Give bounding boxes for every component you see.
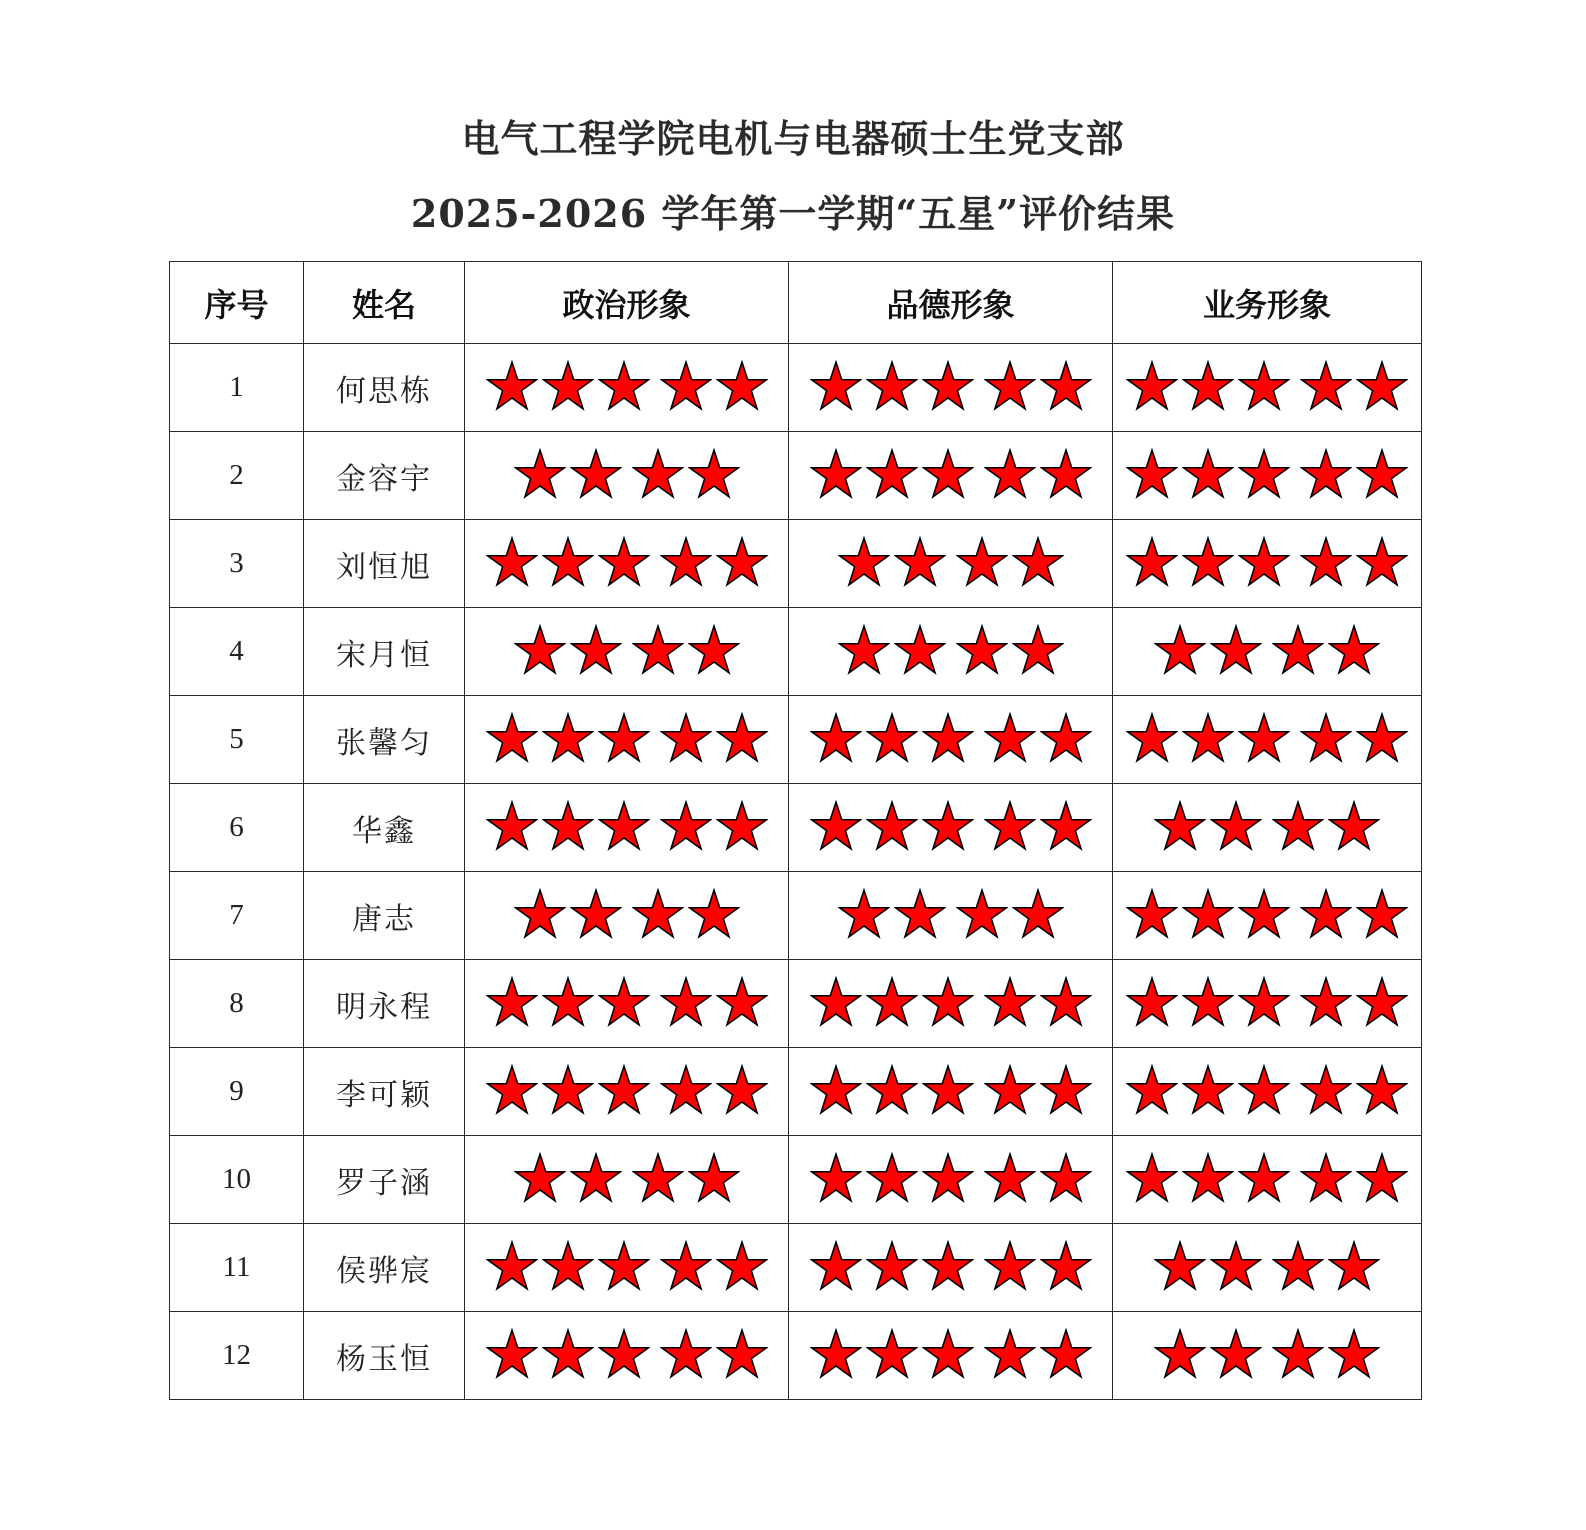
star-icon [1182, 360, 1234, 412]
star-icon [1356, 448, 1408, 500]
star-icon [1040, 360, 1092, 412]
star-icon [570, 888, 622, 940]
cell-political-rating [465, 520, 789, 608]
star-icon [598, 712, 650, 764]
star-icon [598, 1240, 650, 1292]
moral-star-rating [810, 1152, 1092, 1204]
professional-star-rating [1126, 1152, 1408, 1204]
star-icon [486, 360, 538, 412]
star-icon [1356, 1064, 1408, 1116]
star-icon [1300, 888, 1352, 940]
star-icon [598, 360, 650, 412]
star-icon [810, 1064, 862, 1116]
moral-star-rating [810, 1064, 1092, 1116]
table-row [170, 608, 1422, 696]
professional-star-rating [1126, 360, 1408, 412]
star-icon [716, 536, 768, 588]
star-icon [922, 360, 974, 412]
star-icon [1272, 1240, 1324, 1292]
cell-political-rating [465, 960, 789, 1048]
star-icon [1126, 536, 1178, 588]
star-icon [922, 976, 974, 1028]
star-icon [810, 1240, 862, 1292]
star-icon [688, 888, 740, 940]
star-icon [1040, 712, 1092, 764]
political-star-rating [514, 888, 740, 940]
star-icon [1356, 976, 1408, 1028]
star-icon [894, 536, 946, 588]
star-icon [866, 1240, 918, 1292]
professional-star-rating [1126, 448, 1408, 500]
cell-political-rating [465, 1136, 789, 1224]
star-icon [660, 536, 712, 588]
star-icon [688, 1152, 740, 1204]
star-icon [632, 448, 684, 500]
star-icon [514, 624, 566, 676]
star-icon [660, 360, 712, 412]
professional-star-rating [1126, 888, 1408, 940]
star-icon [866, 800, 918, 852]
star-icon [716, 1064, 768, 1116]
star-icon [956, 624, 1008, 676]
moral-star-rating [810, 976, 1092, 1028]
moral-star-rating [810, 448, 1092, 500]
cell-seq: 10 [170, 1136, 304, 1224]
cell-professional-rating [1113, 608, 1422, 696]
star-icon [1040, 1240, 1092, 1292]
cell-professional-rating [1113, 1224, 1422, 1312]
political-star-rating [486, 800, 768, 852]
cell-moral-rating [789, 1048, 1113, 1136]
star-icon [1238, 360, 1290, 412]
star-icon [922, 1240, 974, 1292]
star-icon [598, 536, 650, 588]
cell-political-rating [465, 872, 789, 960]
star-icon [894, 624, 946, 676]
star-icon [1126, 1152, 1178, 1204]
table-header-row [170, 262, 1422, 344]
star-icon [1154, 1328, 1206, 1380]
star-icon [542, 1064, 594, 1116]
cell-political-rating [465, 784, 789, 872]
cell-political-rating [465, 1048, 789, 1136]
star-icon [1238, 536, 1290, 588]
cell-seq: 5 [170, 696, 304, 784]
star-icon [1356, 888, 1408, 940]
star-icon [1040, 1328, 1092, 1380]
political-star-rating [486, 1064, 768, 1116]
header-professional-image: 业务形象 [1113, 262, 1422, 344]
cell-seq: 7 [170, 872, 304, 960]
header-moral-image: 品德形象 [789, 262, 1113, 344]
star-icon [1328, 1328, 1380, 1380]
star-icon [1238, 1064, 1290, 1116]
star-icon [866, 712, 918, 764]
star-icon [866, 1064, 918, 1116]
star-icon [1210, 1240, 1262, 1292]
star-icon [1040, 448, 1092, 500]
star-icon [1272, 624, 1324, 676]
star-icon [716, 976, 768, 1028]
cell-moral-rating [789, 1224, 1113, 1312]
cell-moral-rating [789, 520, 1113, 608]
table-row [170, 344, 1422, 432]
star-icon [1040, 1152, 1092, 1204]
star-icon [810, 360, 862, 412]
professional-star-rating [1154, 1240, 1380, 1292]
cell-name: 李可颖 [304, 1048, 465, 1136]
star-icon [1238, 976, 1290, 1028]
header-seq: 序号 [170, 262, 304, 344]
moral-star-rating [838, 536, 1064, 588]
professional-star-rating [1126, 536, 1408, 588]
star-icon [632, 1152, 684, 1204]
moral-star-rating [810, 1328, 1092, 1380]
star-icon [716, 1328, 768, 1380]
star-icon [810, 976, 862, 1028]
star-icon [1356, 1152, 1408, 1204]
star-icon [894, 888, 946, 940]
star-icon [514, 448, 566, 500]
cell-name: 金容宇 [304, 432, 465, 520]
cell-political-rating [465, 1312, 789, 1400]
cell-seq: 2 [170, 432, 304, 520]
professional-star-rating [1126, 976, 1408, 1028]
star-icon [1356, 712, 1408, 764]
moral-star-rating [838, 624, 1064, 676]
table-row [170, 1312, 1422, 1400]
star-icon [810, 800, 862, 852]
star-icon [1182, 712, 1234, 764]
star-icon [598, 1064, 650, 1116]
star-icon [632, 624, 684, 676]
cell-name: 杨玉恒 [304, 1312, 465, 1400]
cell-seq: 3 [170, 520, 304, 608]
star-icon [1126, 976, 1178, 1028]
star-icon [716, 360, 768, 412]
star-icon [984, 712, 1036, 764]
political-star-rating [486, 976, 768, 1028]
table-row [170, 1136, 1422, 1224]
star-icon [1126, 360, 1178, 412]
cell-professional-rating [1113, 344, 1422, 432]
cell-name: 何思栋 [304, 344, 465, 432]
star-icon [514, 1152, 566, 1204]
star-icon [486, 712, 538, 764]
star-icon [1154, 624, 1206, 676]
header-name: 姓名 [304, 262, 465, 344]
star-icon [1182, 976, 1234, 1028]
star-icon [922, 712, 974, 764]
document-subtitle: 2025-2026 学年第一学期“五星”评价结果 [410, 191, 1176, 236]
cell-professional-rating [1113, 1136, 1422, 1224]
table-row [170, 520, 1422, 608]
star-icon [542, 360, 594, 412]
cell-political-rating [465, 344, 789, 432]
star-icon [1182, 1152, 1234, 1204]
professional-star-rating [1126, 712, 1408, 764]
table-row [170, 872, 1422, 960]
star-icon [660, 976, 712, 1028]
star-icon [1356, 360, 1408, 412]
document-title: 电气工程学院电机与电器硕士生党支部 [461, 116, 1125, 161]
cell-professional-rating [1113, 784, 1422, 872]
star-icon [1300, 712, 1352, 764]
star-icon [1238, 1152, 1290, 1204]
star-icon [1126, 712, 1178, 764]
star-icon [922, 1152, 974, 1204]
star-icon [922, 1064, 974, 1116]
star-icon [542, 536, 594, 588]
cell-name: 明永程 [304, 960, 465, 1048]
table-row [170, 1224, 1422, 1312]
star-icon [810, 1152, 862, 1204]
star-icon [1238, 712, 1290, 764]
star-icon [486, 1240, 538, 1292]
political-star-rating [486, 536, 768, 588]
header-political-image: 政治形象 [465, 262, 789, 344]
political-star-rating [486, 360, 768, 412]
cell-professional-rating [1113, 520, 1422, 608]
star-icon [660, 1240, 712, 1292]
star-icon [1300, 360, 1352, 412]
cell-professional-rating [1113, 872, 1422, 960]
star-icon [1126, 1064, 1178, 1116]
star-icon [866, 1328, 918, 1380]
star-icon [486, 1064, 538, 1116]
star-icon [984, 448, 1036, 500]
moral-star-rating [810, 800, 1092, 852]
star-icon [838, 536, 890, 588]
political-star-rating [514, 624, 740, 676]
table-row [170, 1048, 1422, 1136]
star-icon [1210, 800, 1262, 852]
cell-name: 罗子涵 [304, 1136, 465, 1224]
cell-political-rating [465, 696, 789, 784]
star-icon [1154, 800, 1206, 852]
star-icon [688, 624, 740, 676]
star-icon [1300, 536, 1352, 588]
cell-moral-rating [789, 608, 1113, 696]
cell-professional-rating [1113, 960, 1422, 1048]
moral-star-rating [810, 1240, 1092, 1292]
star-icon [598, 1328, 650, 1380]
star-icon [984, 1064, 1036, 1116]
star-icon [514, 888, 566, 940]
star-icon [716, 800, 768, 852]
cell-moral-rating [789, 1136, 1113, 1224]
star-icon [542, 1328, 594, 1380]
star-icon [922, 448, 974, 500]
table-row [170, 432, 1422, 520]
star-icon [1126, 888, 1178, 940]
political-star-rating [514, 1152, 740, 1204]
star-icon [984, 1328, 1036, 1380]
cell-political-rating [465, 608, 789, 696]
cell-seq: 1 [170, 344, 304, 432]
star-icon [542, 1240, 594, 1292]
star-icon [1328, 624, 1380, 676]
star-icon [632, 888, 684, 940]
star-icon [866, 976, 918, 1028]
cell-seq: 6 [170, 784, 304, 872]
star-icon [1154, 1240, 1206, 1292]
star-icon [984, 800, 1036, 852]
cell-moral-rating [789, 784, 1113, 872]
star-icon [542, 800, 594, 852]
star-icon [1210, 1328, 1262, 1380]
star-icon [570, 624, 622, 676]
star-icon [984, 976, 1036, 1028]
cell-seq: 12 [170, 1312, 304, 1400]
star-icon [716, 1240, 768, 1292]
star-icon [1238, 448, 1290, 500]
professional-star-rating [1126, 1064, 1408, 1116]
star-icon [688, 448, 740, 500]
star-icon [1040, 1064, 1092, 1116]
cell-name: 张馨匀 [304, 696, 465, 784]
table-row [170, 696, 1422, 784]
star-icon [1238, 888, 1290, 940]
star-icon [1300, 1152, 1352, 1204]
table-row [170, 960, 1422, 1048]
star-icon [598, 976, 650, 1028]
star-icon [922, 1328, 974, 1380]
star-icon [1328, 1240, 1380, 1292]
star-icon [1012, 624, 1064, 676]
cell-seq: 8 [170, 960, 304, 1048]
star-icon [1356, 536, 1408, 588]
cell-professional-rating [1113, 432, 1422, 520]
star-icon [486, 976, 538, 1028]
star-icon [984, 360, 1036, 412]
star-icon [716, 712, 768, 764]
moral-star-rating [810, 360, 1092, 412]
star-icon [486, 800, 538, 852]
political-star-rating [486, 1328, 768, 1380]
professional-star-rating [1154, 624, 1380, 676]
star-icon [956, 888, 1008, 940]
star-icon [1328, 800, 1380, 852]
cell-name: 宋月恒 [304, 608, 465, 696]
cell-professional-rating [1113, 696, 1422, 784]
cell-moral-rating [789, 872, 1113, 960]
star-icon [1040, 800, 1092, 852]
star-icon [660, 1328, 712, 1380]
cell-seq: 9 [170, 1048, 304, 1136]
star-icon [1300, 1064, 1352, 1116]
cell-professional-rating [1113, 1312, 1422, 1400]
star-icon [1300, 448, 1352, 500]
star-icon [838, 888, 890, 940]
star-icon [1182, 1064, 1234, 1116]
star-icon [866, 448, 918, 500]
table-row [170, 784, 1422, 872]
cell-professional-rating [1113, 1048, 1422, 1136]
star-icon [984, 1152, 1036, 1204]
star-icon [1300, 976, 1352, 1028]
cell-name: 侯骅宸 [304, 1224, 465, 1312]
professional-star-rating [1154, 1328, 1380, 1380]
cell-moral-rating [789, 1312, 1113, 1400]
star-icon [1272, 800, 1324, 852]
cell-seq: 4 [170, 608, 304, 696]
evaluation-table [169, 261, 1422, 1400]
star-icon [660, 1064, 712, 1116]
cell-name: 华鑫 [304, 784, 465, 872]
star-icon [984, 1240, 1036, 1292]
star-icon [1012, 536, 1064, 588]
cell-moral-rating [789, 344, 1113, 432]
star-icon [810, 1328, 862, 1380]
political-star-rating [486, 1240, 768, 1292]
star-icon [570, 1152, 622, 1204]
star-icon [1182, 888, 1234, 940]
star-icon [866, 1152, 918, 1204]
star-icon [1040, 976, 1092, 1028]
star-icon [570, 448, 622, 500]
star-icon [1210, 624, 1262, 676]
moral-star-rating [838, 888, 1064, 940]
professional-star-rating [1154, 800, 1380, 852]
star-icon [1182, 448, 1234, 500]
cell-seq: 11 [170, 1224, 304, 1312]
political-star-rating [486, 712, 768, 764]
star-icon [660, 800, 712, 852]
star-icon [598, 800, 650, 852]
star-icon [810, 712, 862, 764]
political-star-rating [514, 448, 740, 500]
star-icon [542, 976, 594, 1028]
star-icon [660, 712, 712, 764]
table-body [170, 344, 1422, 1400]
star-icon [542, 712, 594, 764]
cell-moral-rating [789, 432, 1113, 520]
cell-name: 刘恒旭 [304, 520, 465, 608]
moral-star-rating [810, 712, 1092, 764]
star-icon [838, 624, 890, 676]
star-icon [1182, 536, 1234, 588]
star-icon [866, 360, 918, 412]
cell-moral-rating [789, 696, 1113, 784]
cell-name: 唐志 [304, 872, 465, 960]
star-icon [1012, 888, 1064, 940]
star-icon [810, 448, 862, 500]
star-icon [1126, 448, 1178, 500]
star-icon [486, 536, 538, 588]
cell-political-rating [465, 432, 789, 520]
star-icon [486, 1328, 538, 1380]
star-icon [1272, 1328, 1324, 1380]
star-icon [922, 800, 974, 852]
star-icon [956, 536, 1008, 588]
cell-moral-rating [789, 960, 1113, 1048]
cell-political-rating [465, 1224, 789, 1312]
